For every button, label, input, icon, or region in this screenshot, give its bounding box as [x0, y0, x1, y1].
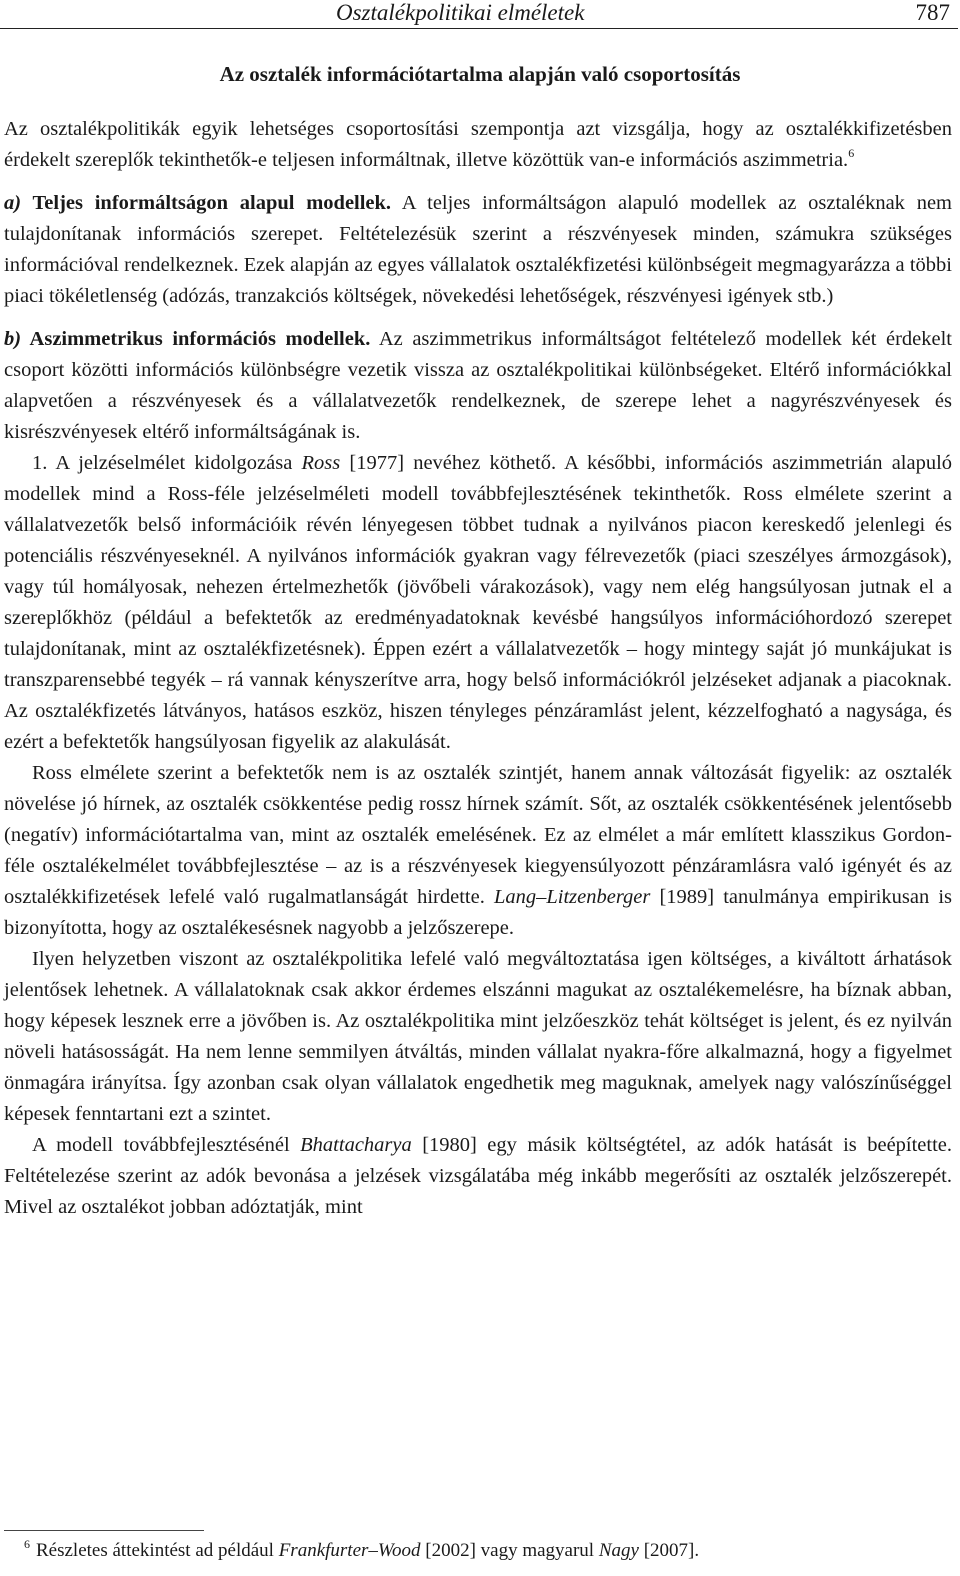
item-b-letter: b) — [4, 328, 22, 350]
p4-text-a: A modell továbbfejlesztésénél — [32, 1134, 290, 1156]
citation-lang-litzenberger: Lang–Litzenberger — [493, 886, 651, 908]
intro-text: Az osztalékpolitikák egyik lehetséges csoportosítási szempontja azt vizsgálja, hogy az osztalékkifizetésben érdekelt szereplők tekinthetők-e teljesen informáltnak, illetve közöttük van-e információs aszimmetria. — [4, 118, 952, 171]
citation-nagy: Nagy — [598, 1540, 639, 1561]
paragraph-3 — [4, 944, 952, 1130]
p1-text-b: [1977] nevéhez köthető. A későbbi, információs aszimmetrián alapuló modellek mind a Ross-féle jelzéselméleti modell továbbfejlesztésének tekinthetők. Ross elmélete szerint a vállalatvezetők belső információik révén lényegesen többet tudnak a nyilvános piacon kereskedő jelenlegi és potenciális részvényeseknél. A nyilvános információk gyakran vagy félrevezetők (piaci szeszélyes ármozgások), vagy túl homályosak, nehezen értelmezhetők (jövőbeli várakozások), vagy nem elég hangsúlyosan jutnak el a szereplőkhöz (például a befektetők az eredményadatoknak kevésbé hangsúlyos információhordozó szerepet tulajdonítanak, mint az osztalékfizetésnek). Éppen ezért a vállalatvezetők – hogy mintegy saját jó munkájukat is transzparensebbé tegyék – rá vannak kényszerítve arra, hogy belső információkról jelzéseket adjanak a piacoknak. Az osztalékfizetés látványos, hatásos eszköz, hiszen tényleges pénzáramlást jelent, kézzelfogható a nagysága, és ezért a befektetők hangsúlyosan figyelik az alakulását. — [4, 452, 953, 753]
footnote-text-c: [2007]. — [643, 1540, 700, 1561]
footnote-ref: 6 — [848, 146, 855, 160]
footnote-text-a: Részletes áttekintést ad például — [36, 1540, 274, 1561]
p3-text: Ilyen helyzetben viszont az osztalékpolitika lefelé való megváltoztatása igen költséges, a kiváltott árhatások jelentősek lehetnek. A vállalatoknak csak akkor érdemes elszánni magukat az osztalékemelésre, ha bíznak abban, hogy képesek lesznek erre a jövőben is. Az osztalékpolitika mint jelzőeszköz tehát költséget is jelent, és ez nyilván növeli hatásosságát. Ha nem lenne semmilyen átváltás, minden vállalat nyakra-főre alkalmazná, hogy a figyelmet önmagára irányítsa. Így azonban csak olyan vállalatok engedhetik meg maguknak, amelyek nagy valószínűséggel képesek fenntartani ezt a szintet. — [4, 948, 952, 1125]
item-a-heading — [4, 192, 391, 214]
paragraph-b — [4, 324, 952, 448]
page-number: 787 — [915, 0, 950, 25]
citation-frankfurter-wood: Frankfurter–Wood — [278, 1540, 421, 1561]
p2-text-b: [1989] tanulmánya empirikusan is bizonyította, hogy az osztalékesésnek nagyobb a jelzőszerepe. — [4, 886, 953, 939]
item-b-text: Az aszimmetrikus informáltságot feltételező modellek két érdekelt csoport közötti információs különbségre vezetik vissza az osztalékpolitikai különbségeket. Eltérő információkkal alapvetően a részvényesek és a vállalatvezetők rendelkeznek, de szerepe lehet a nagyrészvényesek és kisrészvényesek eltérő informáltságának is. — [4, 328, 953, 443]
citation-bhattacharya: Bhattacharya — [300, 1134, 412, 1156]
item-a-title: Teljes informáltságon alapul modellek. — [32, 192, 392, 214]
paragraph-1 — [4, 448, 952, 758]
paragraph-intro — [4, 114, 952, 176]
item-b-heading — [4, 328, 370, 350]
footnote-text-b: [2002] vagy magyarul — [425, 1540, 595, 1561]
item-a-letter: a) — [4, 192, 22, 214]
footnote-number: 6 — [24, 1537, 30, 1551]
paragraph-2 — [4, 758, 952, 944]
item-a-text: A teljes informáltságon alapuló modellek az osztaléknak nem tulajdonítanak információs szerepet. Feltételezésük szerint a részvényesek minden, számukra szükséges információval rendelkeznek. Ezek alapján az egyes vállalatok osztalékfizetési különbségeit megmagyarázza a többi piaci tökéletlenség (adózás, tranzakciós költségek, növekedési lehetőségek, részvényesi igények stb.) — [4, 192, 952, 307]
footnote-divider — [4, 1530, 204, 1531]
p4-text-b: [1980] egy másik költségtétel, az adók hatását is beépítette. Feltételezése szerint az adók bevonása a jelzések vizsgálatába még inkább megerősíti az osztalék jelzőszerepét. Mivel az osztalékot jobban adóztatják, mint — [4, 1134, 953, 1218]
paragraph-a — [4, 188, 952, 312]
section-title: Az osztalék információtartalma alapján való csoportosítás — [219, 62, 741, 86]
p2-text-a: Ross elmélete szerint a befektetők nem is az osztalék szintjét, hanem annak változását figyelik: az osztalék növelése jó hírnek, az osztalék csökkentése pedig rossz hírnek számít. Sőt, az osztalék csökkentésének jelentősebb (negatív) információtartalma van, mint az osztalék emelésének. Ez az elmélet a már említett klasszikus Gordon-féle osztalékelmélet továbbfejlesztése – az is a részvényesek kiegyensúlyozott pénzáramlásra való igényét és az osztalékkifizetések lefelé való rugalmatlanságát hirdette. — [4, 762, 952, 908]
citation-ross: Ross — [301, 452, 341, 474]
p1-text-a: 1. A jelzéselmélet kidolgozása — [32, 452, 293, 474]
page-header — [0, 0, 958, 29]
item-b-title: Aszimmetrikus információs modellek. — [29, 328, 371, 350]
running-title: Osztalékpolitikai elméletek — [336, 0, 585, 25]
footnote — [24, 1538, 944, 1564]
article-body — [4, 114, 952, 1223]
paragraph-4 — [4, 1130, 952, 1223]
